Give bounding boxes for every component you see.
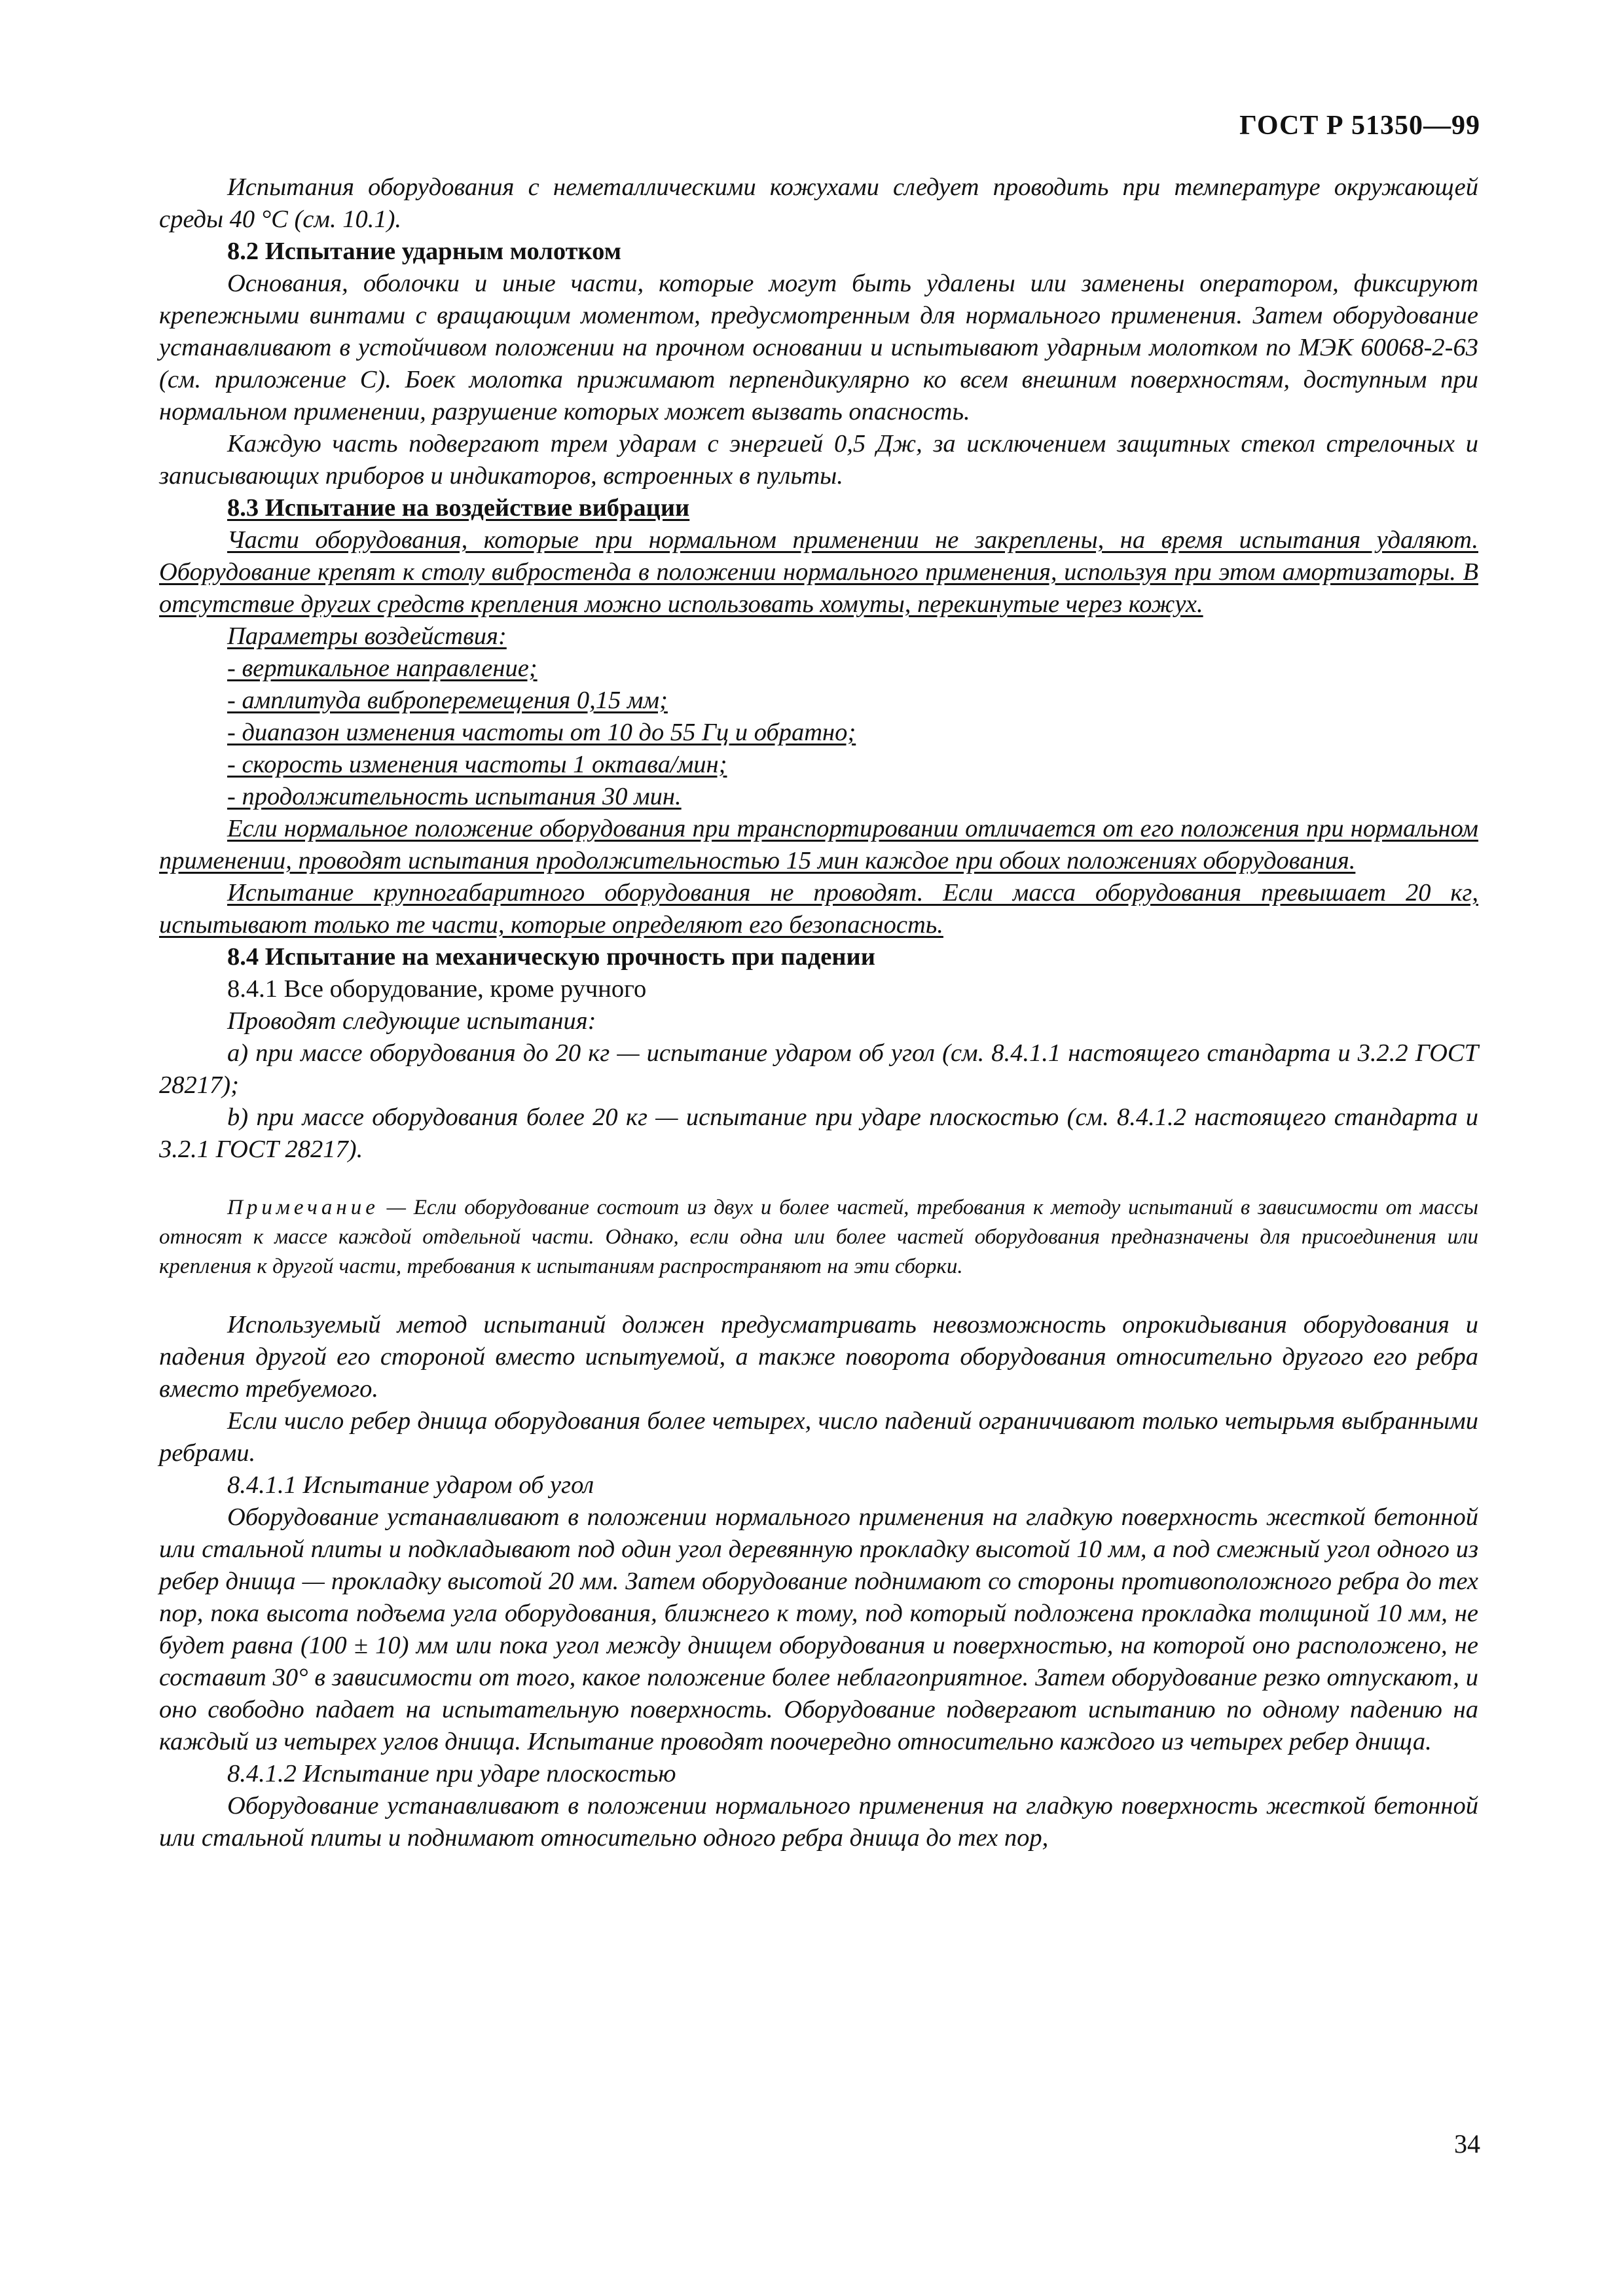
list-item: - вертикальное направление; <box>227 655 538 682</box>
params-title: Параметры воздействия: <box>227 622 507 650</box>
paragraph: b) при массе оборудования более 20 кг — испытание при ударе плоскостью (см. 8.4.1.2 настоящего стандарта и 3.2.1 ГОСТ 28217). <box>159 1103 1478 1163</box>
paragraph: Используемый метод испытаний должен предусматривать невозможность опрокидывания оборудования и падения другой его стороной вместо испытуемой, а также поворота оборудования относительно другого его ребра вместо требуемого. <box>159 1311 1478 1403</box>
subsection-heading-8-4-1-2: 8.4.1.2 Испытание при ударе плоскостью <box>227 1760 676 1787</box>
list-item: - амплитуда виброперемещения 0,15 мм; <box>227 687 668 714</box>
paragraph: a) при массе оборудования до 20 кг — испытание ударом об угол (см. 8.4.1.1 настоящего стандарта и 3.2.2 ГОСТ 28217); <box>159 1039 1478 1099</box>
paragraph: Если число ребер днища оборудования более четырех, число падений ограничивают только четырьмя выбранными ребрами. <box>159 1407 1478 1467</box>
page-number: 34 <box>1454 2129 1480 2159</box>
paragraph: Каждую часть подвергают трем ударам с энергией 0,5 Дж, за исключением защитных стекол стрелочных и записывающих приборов и индикаторов, встроенных в пульты. <box>159 430 1478 490</box>
paragraph: Основания, оболочки и иные части, которые могут быть удалены или заменены оператором, фиксируют крепежными винтами с вращающим моментом, предусмотренным для нормального применения. Затем оборудование устанавливают в устойчивом положении на прочном основании и испытывают ударным молотком по МЭК 60068-2-63 (см. приложение С). Боек молотка прижимают перпендикулярно ко всем внешним поверхностям, доступным при нормальном применении, разрушение которых может вызвать опасность. <box>159 270 1478 425</box>
list-item: - скорость изменения частоты 1 октава/мин; <box>227 751 727 778</box>
document-body <box>159 171 1478 1854</box>
section-heading-8-2: 8.2 Испытание ударным молотком <box>227 238 621 265</box>
note-text: — Если оборудование состоит из двух и более частей, требования к методу испытаний в зависимости от массы относят к массе каждой отдельной части. Однако, если одна или более частей оборудования предназначены для присоединения или крепления к другой части, требования к испытаниям распространяют на эти сборки. <box>159 1196 1478 1278</box>
section-heading-8-4: 8.4 Испытание на механическую прочность при падении <box>227 943 875 971</box>
paragraph: Если нормальное положение оборудования при транспортировании отличается от его положения при нормальном применении, проводят испытания продолжительностью 15 мин каждое при обоих положениях оборудования. <box>159 815 1478 874</box>
paragraph: Испытание крупногабаритного оборудования не проводят. Если масса оборудования превышает 20 кг, испытывают только те части, которые определяют его безопасность. <box>159 879 1478 939</box>
subsection-heading-8-4-1-1: 8.4.1.1 Испытание ударом об угол <box>227 1471 594 1499</box>
section-heading-8-3: 8.3 Испытание на воздействие вибрации <box>227 494 690 522</box>
note <box>159 1193 1478 1282</box>
paragraph: Оборудование устанавливают в положении нормального применения на гладкую поверхность жесткой бетонной или стальной плиты и подкладывают под один угол деревянную прокладку высотой 10 мм, а под смежный угол одного из ребер днища — прокладку высотой 20 мм. Затем оборудование поднимают со стороны противоположного ребра до тех пор, пока высота подъема угла оборудования, ближнего к тому, под который подложена прокладка толщиной 10 мм, не будет равна (100 ± 10) мм или пока угол между днищем оборудования и поверхностью, на которой оно расположено, не составит 30° в зависимости от того, какое положение более неблагоприятное. Затем оборудование резко отпускают, и оно свободно падает на испытательную поверхность. Оборудование подвергают испытанию по одному падению на каждый из четырех углов днища. Испытание проводят поочередно относительно каждого из четырех ребер днища. <box>159 1503 1478 1755</box>
paragraph: Испытания оборудования с неметаллическими кожухами следует проводить при температуре окружающей среды 40 °С (см. 10.1). <box>159 173 1478 233</box>
subsection-heading-8-4-1: 8.4.1 Все оборудование, кроме ручного <box>227 975 647 1003</box>
note-label: Примечание <box>227 1196 379 1219</box>
paragraph: Проводят следующие испытания: <box>227 1007 596 1035</box>
list-item: - диапазон изменения частоты от 10 до 55 Гц и обратно; <box>227 719 856 746</box>
paragraph: Части оборудования, которые при нормальном применении не закреплены, на время испытания удаляют. Оборудование крепят к столу вибростенда в положении нормального применения, используя при этом амортизаторы. В отсутствие других средств крепления можно использовать хомуты, перекинутые через кожух. <box>159 526 1478 618</box>
list-item: - продолжительность испытания 30 мин. <box>227 783 682 810</box>
document-header: ГОСТ Р 51350—99 <box>1239 111 1480 141</box>
paragraph: Оборудование устанавливают в положении нормального применения на гладкую поверхность жесткой бетонной или стальной плиты и поднимают относительно одного ребра днища до тех пор, <box>159 1792 1478 1852</box>
